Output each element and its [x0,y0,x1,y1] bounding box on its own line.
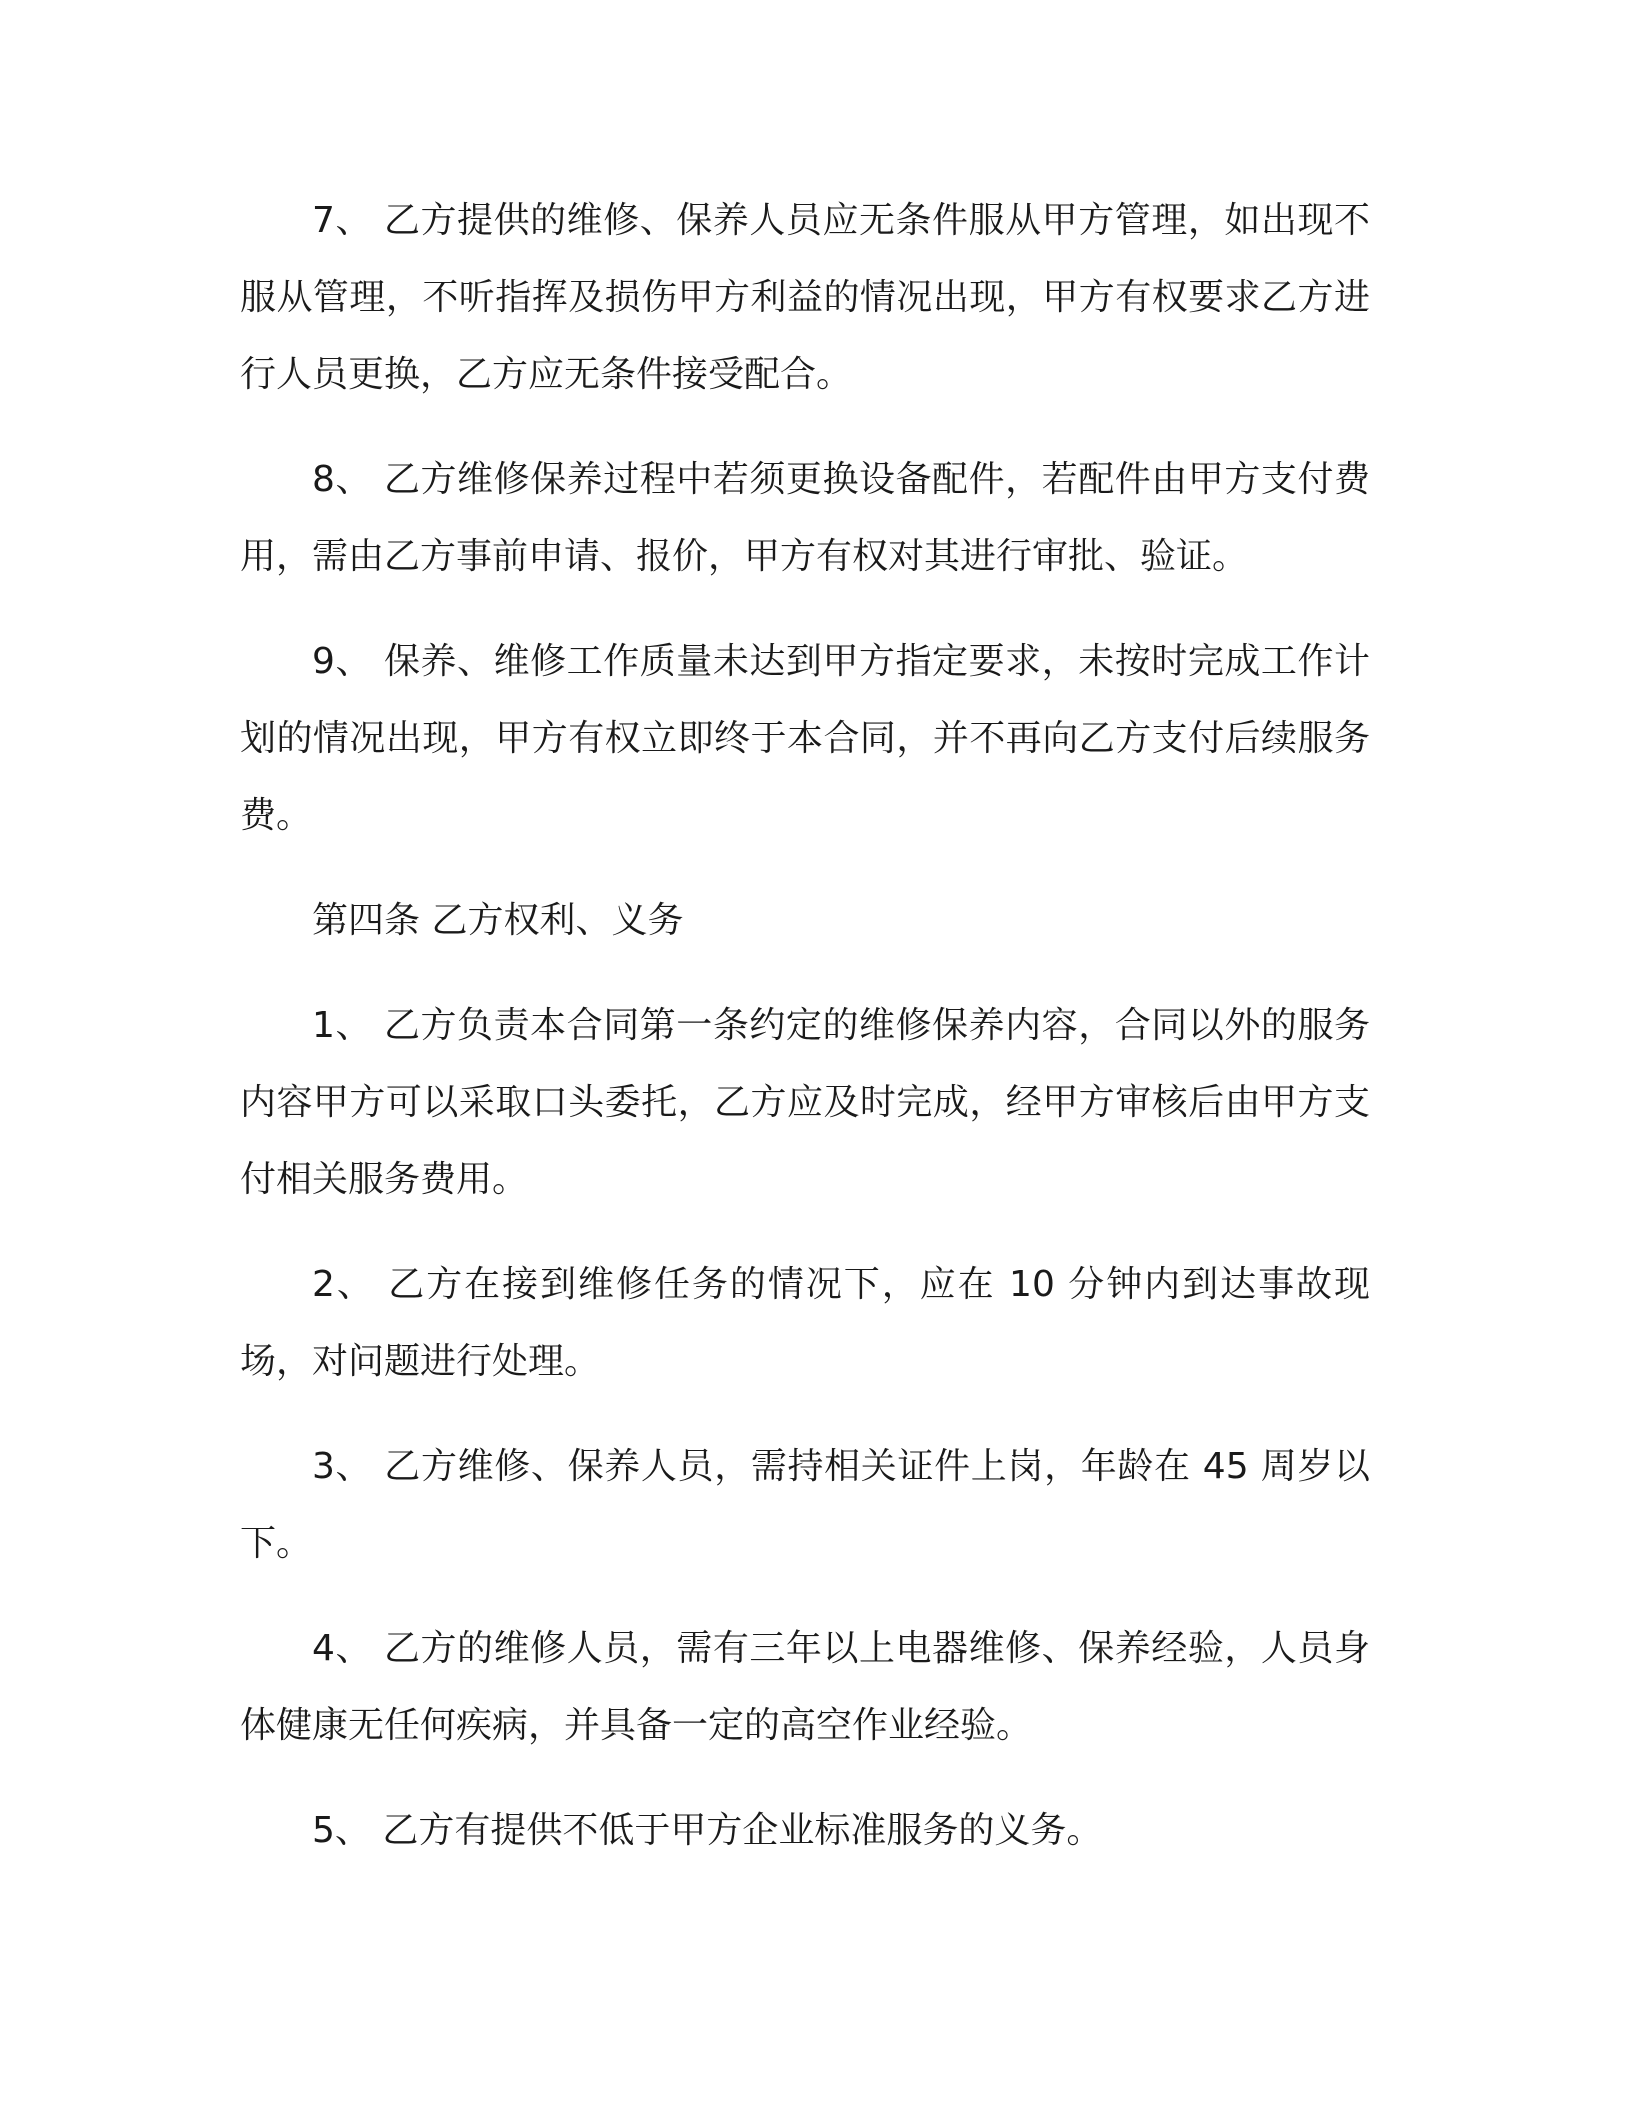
article-4-clause-4: 4、 乙方的维修人员，需有三年以上电器维修、保养经验，人员身体健康无任何疾病，并具备一定的高空作业经验。 [240,1628,1370,1746]
article-4-clause-1: 1、 乙方负责本合同第一条约定的维修保养内容，合同以外的服务内容甲方可以采取口头委托，乙方应及时完成，经甲方审核后由甲方支付相关服务费用。 [240,1005,1370,1200]
article-4-clause-2: 2、 乙方在接到维修任务的情况下，应在 10 分钟内到达事故现场，对问题进行处理。 [240,1264,1370,1382]
clause-8: 8、 乙方维修保养过程中若须更换设备配件，若配件由甲方支付费用，需由乙方事前申请、报价，甲方有权对其进行审批、验证。 [240,459,1370,577]
document-body [240,182,1370,1897]
article-4-clause-3: 3、 乙方维修、保养人员，需持相关证件上岗，年龄在 45 周岁以下。 [240,1446,1370,1564]
article-4-clause-5: 5、 乙方有提供不低于甲方企业标准服务的义务。 [312,1810,1103,1851]
clause-7: 7、 乙方提供的维修、保养人员应无条件服从甲方管理，如出现不服从管理，不听指挥及损伤甲方利益的情况出现，甲方有权要求乙方进行人员更换，乙方应无条件接受配合。 [240,200,1370,395]
article-4-heading: 第四条 乙方权利、义务 [312,900,684,941]
clause-9: 9、 保养、维修工作质量未达到甲方指定要求，未按时完成工作计划的情况出现，甲方有权立即终于本合同，并不再向乙方支付后续服务费。 [240,641,1370,836]
